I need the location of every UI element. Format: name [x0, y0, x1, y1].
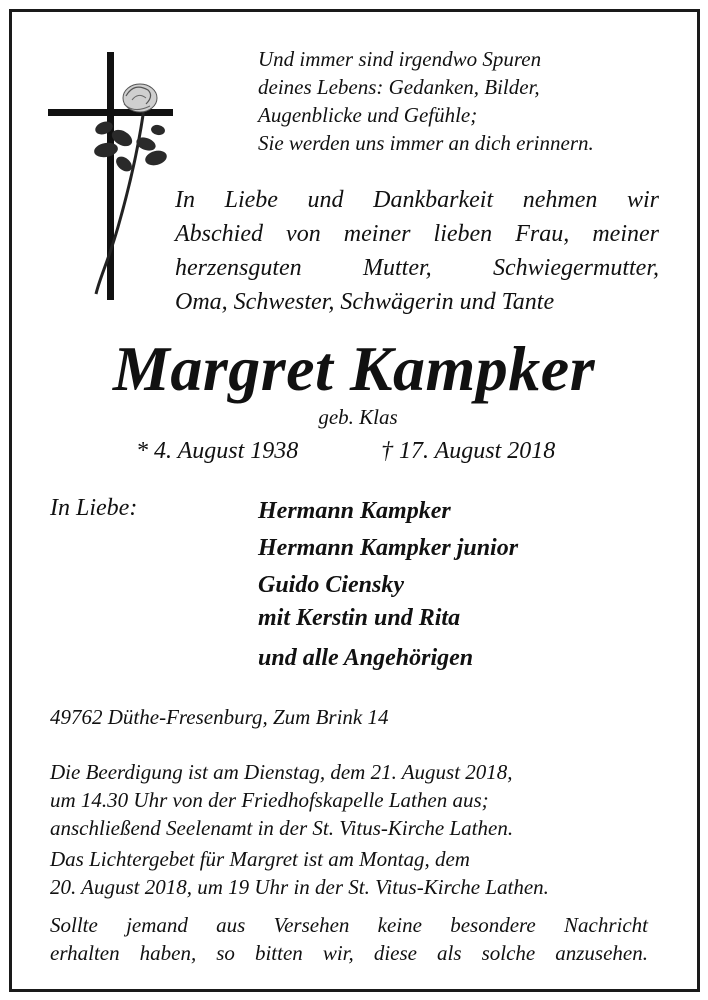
farewell-line: Abschied von meiner lieben Frau, meiner [175, 221, 659, 247]
funeral-line: um 14.30 Uhr von der Friedhofskapelle Lathen aus; [50, 788, 489, 812]
farewell-line: Oma, Schwester, Schwägerin und Tante [175, 289, 555, 315]
mourner-name: mit Kerstin und Rita [258, 605, 461, 631]
funeral-info [50, 758, 660, 842]
farewell-text [175, 183, 659, 319]
address: 49762 Düthe-Fresenburg, Zum Brink 14 [50, 705, 389, 729]
maiden-name-text: geb. Klas [318, 405, 398, 429]
poem [258, 45, 678, 157]
notice-info [50, 911, 660, 967]
prayer-line: 20. August 2018, um 19 Uhr in der St. Vitus-Kirche Lathen. [50, 875, 549, 899]
mourner-name: und alle Angehörigen [258, 645, 474, 671]
birth-date: * 4. August 1938 [136, 438, 299, 464]
funeral-line: anschließend Seelenamt in der St. Vitus-Kirche Lathen. [50, 816, 514, 840]
poem-line: Und immer sind irgendwo Spuren [258, 47, 542, 71]
deceased-name: Margret Kampker [112, 333, 596, 404]
death-date: † 17. August 2018 [381, 438, 556, 464]
mourner-name: Guido Ciensky [258, 572, 405, 598]
poem-line: deines Lebens: Gedanken, Bilder, [258, 75, 540, 99]
mourner-name: Hermann Kampker junior [258, 535, 519, 561]
mourner-name: Hermann Kampker [258, 498, 451, 524]
poem-line: Augenblicke und Gefühle; [258, 103, 478, 127]
farewell-line: In Liebe und Dankbarkeit nehmen wir [175, 187, 659, 213]
funeral-line: Die Beerdigung ist am Dienstag, dem 21. August 2018, [50, 760, 513, 784]
cross-with-rose-icon [48, 52, 178, 302]
mourners-list [258, 493, 518, 677]
poem-line: Sie werden uns immer an dich erinnern. [258, 131, 594, 155]
notice-line: erhalten haben, so bitten wir, diese als solche anzusehen. [50, 941, 648, 965]
maiden-name [0, 405, 708, 430]
prayer-line: Das Lichtergebet für Margret ist am Montag, dem [50, 847, 470, 871]
notice-line: Sollte jemand aus Versehen keine besondere Nachricht [50, 913, 648, 937]
prayer-info [50, 845, 660, 901]
farewell-line: herzensguten Mutter, Schwiegermutter, [175, 255, 659, 281]
mourners-label: In Liebe: [50, 495, 138, 521]
